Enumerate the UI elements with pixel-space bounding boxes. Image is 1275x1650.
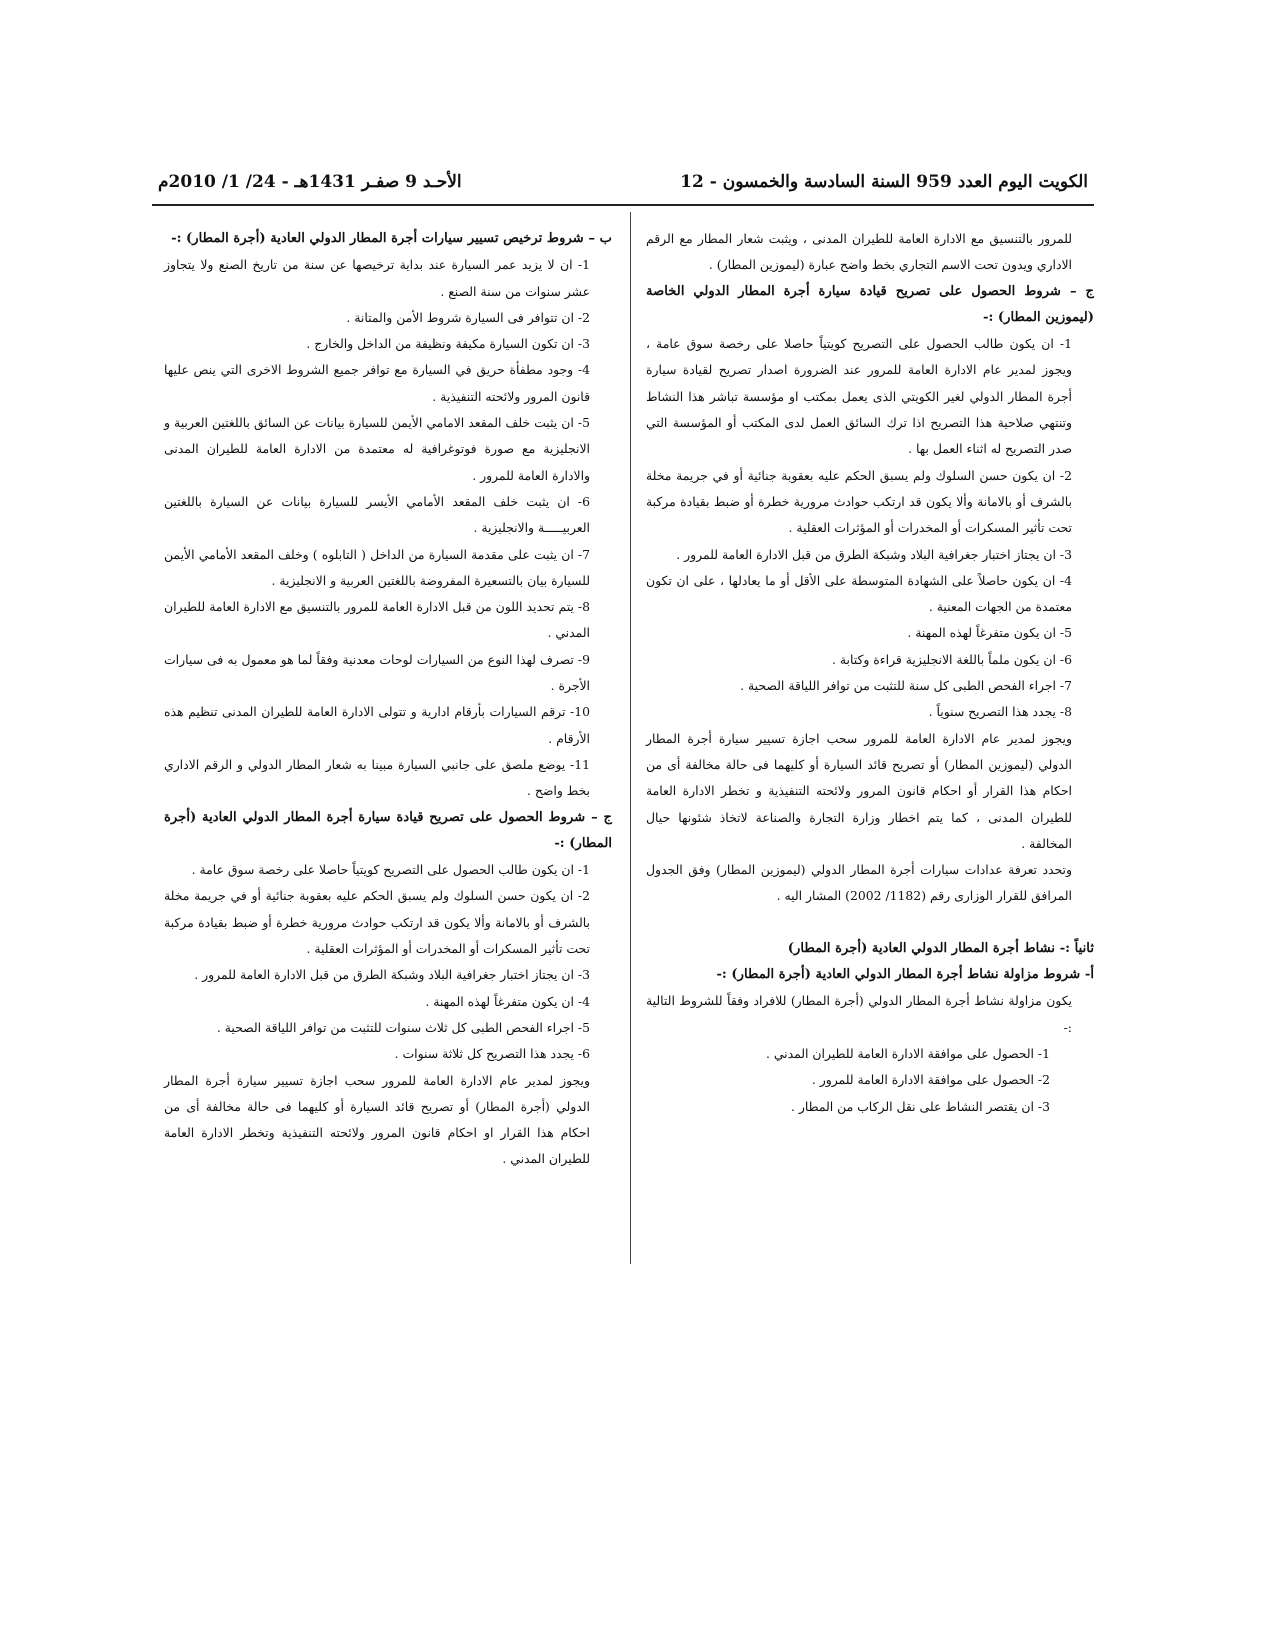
paragraph: 2- ان يكون حسن السلوك ولم يسبق الحكم عليه بعقوبة جنائية أو في جريمة مخلة بالشرف أو بالامانة وألا يكون قد ارتكب حوادث مرورية خطرة أو ضبط بقيادة مركبة تحت تأثير المسكرات أو المخدرات أو المؤثرات العقلية . — [646, 467, 1072, 536]
paragraph: 5- اجراء الفحص الطبى كل ثلاث سنوات للتثبت من توافر اللياقة الصحية . — [216, 1019, 590, 1035]
paragraph: 1- ان يكون طالب الحصول على التصريح كويتياً حاصلا على رخصة سوق عامة ، ويجوز لمدير عام الادارة العامة للمرور عند الضرورة اصدار تصريح لقيادة سيارة أجرة المطار الدولي لغير الكويتي الذى يعمل بمكتب او مؤسسة تباشر هذا النشاط وتنتهي صلاحية هذا التصريح اذا ترك السائق العمل لدى المكتب أو المؤسسة التي صدر التصريح له اثناء العمل بها . — [646, 336, 1072, 457]
paragraph: 6- يجدد هذا التصريح كل ثلاثة سنوات . — [394, 1046, 590, 1062]
section-heading: ب – شروط ترخيص تسيير سيارات أجرة المطار الدولي العادية (أجرة المطار) :- — [171, 231, 612, 246]
paragraph: 6- ان يكون ملماً باللغة الانجليزية قراءة وكتابة . — [832, 651, 1072, 667]
header-issue-info: الكويت اليوم العدد 959 السنة السادسة والخمسون - 12 — [680, 172, 1088, 192]
paragraph: 8- يجدد هذا التصريح سنوياً . — [928, 704, 1072, 720]
paragraph-spacer — [646, 910, 1094, 936]
column-divider — [630, 212, 631, 1264]
paragraph: 2- ان تتوافر فى السيارة شروط الأمن والمتانة . — [346, 309, 590, 325]
paragraph: 7- ان يثبت على مقدمة السيارة من الداخل ( التابلوه ) وخلف المقعد الأمامي الأيمن للسيارة بيان بالتسعيرة المفروضة باللغتين العربية و الانجليزية . — [164, 546, 590, 588]
paragraph: 3- ان يجتاز اختبار جغرافية البلاد وشبكة الطرق من قبل الادارة العامة للمرور . — [676, 546, 1072, 562]
section-heading: أ- شروط مزاولة نشاط أجرة المطار الدولي العادية (أجرة المطار) :- — [716, 967, 1094, 983]
section-heading: ج – شروط الحصول على تصريح قيادة سيارة أجرة المطار الدولي العادية (أجرة المطار) :- — [164, 809, 612, 851]
header-date: الأحـد 9 صفـر 1431هـ - 24/ 1/ 2010م — [158, 172, 462, 192]
paragraph: ويجوز لمدير عام الادارة العامة للمرور سحب اجازة تسيير سيارة أجرة المطار الدولي (أجرة المطار) أو تصريح قائد السيارة أو كليهما فى حالة مخالفة أى من احكام هذا القرار او احكام قانون المرور ولائحته التنفيذية وتخطر الادارة العامة للطيران المدني . — [164, 1072, 590, 1167]
page-header — [158, 166, 1088, 200]
paragraph: ويجوز لمدير عام الادارة العامة للمرور سحب اجازة تسيير سيارة أجرة المطار الدولي (ليموزين المطار) أو تصريح قائد السيارة أو كليهما فى حالة مخالفة أى من احكام هذا القرار أو احكام قانون المرور ولائحته التنفيذية و تخطر الادارة العامة للطيران المدنى ، كما يتم اخطار وزارة التجارة والصناعة لاتخاذ شئونها حيال المخالفة . — [646, 730, 1072, 851]
paragraph: 3- ان يقتصر النشاط على نقل الركاب من المطار . — [791, 1098, 1050, 1114]
paragraph: 8- يتم تحديد اللون من قبل الادارة العامة للمرور بالتنسيق مع الادارة العامة للطيران المدني . — [164, 599, 590, 641]
paragraph: 6- ان يثبت خلف المقعد الأمامي الأيسر للسيارة بيانات عن السيارة باللغتين العربيـــــة والانجليزية . — [164, 493, 590, 536]
paragraph: 4- ان يكون متفرغاً لهذه المهنة . — [425, 993, 590, 1009]
paragraph: 1- ان لا يزيد عمر السيارة عند بداية ترخيصها عن سنة من تاريخ الصنع ولا يتجاوز عشر سنوات من سنة الصنع . — [164, 257, 590, 299]
paragraph: 2- الحصول على موافقة الادارة العامة للمرور . — [811, 1072, 1050, 1088]
paragraph: 7- اجراء الفحص الطبى كل سنة للتثبت من توافر اللياقة الصحية . — [740, 678, 1072, 694]
paragraph: وتحدد تعرفة عدادات سيارات أجرة المطار الدولي (ليموزين المطار) وفق الجدول المرافق للقرار الوزارى رقم (1182/ 2002) المشار اليه . — [646, 862, 1072, 904]
paragraph: 4- ان يكون حاصلاً على الشهادة المتوسطة على الأقل أو ما يعادلها ، على ان تكون معتمدة من الجهات المعنية . — [646, 572, 1072, 615]
paragraph: 5- ان يثبت خلف المقعد الامامي الأيمن للسيارة بيانات عن السائق باللغتين العربية و الانجليزية مع صورة فوتوغرافية له معتمدة من الادارة العامة للطيران المدنى والادارة العامة للمرور . — [164, 415, 590, 483]
paragraph: 3- ان تكون السيارة مكيفة ونظيفة من الداخل والخارج . — [306, 336, 590, 352]
paragraph: يكون مزاولة نشاط أجرة المطار الدولي (أجرة المطار) للافراد وفقاً للشروط التالية :- — [646, 993, 1072, 1035]
paragraph: 9- تصرف لهذا النوع من السيارات لوحات معدنية وفقاً لما هو معمول به فى سيارات الأجرة . — [164, 651, 590, 694]
paragraph: 3- ان يجتاز اختبار جغرافية البلاد وشبكة الطرق من قبل الادارة العامة للمرور . — [194, 967, 590, 983]
header-rule — [152, 204, 1094, 206]
paragraph: 5- ان يكون متفرغاً لهذه المهنة . — [907, 625, 1072, 641]
paragraph: 4- وجود مطفأة حريق في السيارة مع توافر جميع الشروط الاخرى التي ينص عليها قانون المرور ولائحته التنفيذية . — [164, 362, 590, 404]
paragraph: 1- ان يكون طالب الحصول على التصريح كويتياً حاصلا على رخصة سوق عامة . — [191, 862, 590, 878]
paragraph: للمرور بالتنسيق مع الادارة العامة للطيران المدنى ، ويثبت شعار المطار مع الرقم الاداري ويدون تحت الاسم التجاري بخط واضح عبارة (ليموزين المطار) . — [646, 231, 1072, 273]
paragraph: 11- يوضع ملصق على جانبي السيارة مبينا به شعار المطار الدولي و الرقم الاداري بخط واضح . — [164, 756, 590, 799]
paragraph: 1- الحصول على موافقة الادارة العامة للطيران المدني . — [765, 1045, 1050, 1061]
section-heading: ثانياً :- نشاط أجرة المطار الدولي العادية (أجرة المطار) — [787, 940, 1094, 956]
right-column — [646, 226, 1094, 1120]
left-column — [164, 226, 612, 1173]
paragraph: 10- ترقم السيارات بأرقام ادارية و تتولى الادارة العامة للطيران المدنى تنظيم هذه الأرقام . — [164, 704, 590, 746]
paragraph: 2- ان يكون حسن السلوك ولم يسبق الحكم عليه بعقوبة جنائية أو في جريمة مخلة بالشرف أو بالامانة وألا يكون قد ارتكب حوادث مرورية خطرة أو ضبط بقيادة مركبة تحت تأثير المسكرات أو المخدرات أو المؤثرات العقلية . — [164, 888, 590, 957]
section-heading: ج – شروط الحصول على تصريح قيادة سيارة أجرة المطار الدولي الخاصة (ليموزين المطار) :- — [646, 283, 1094, 325]
